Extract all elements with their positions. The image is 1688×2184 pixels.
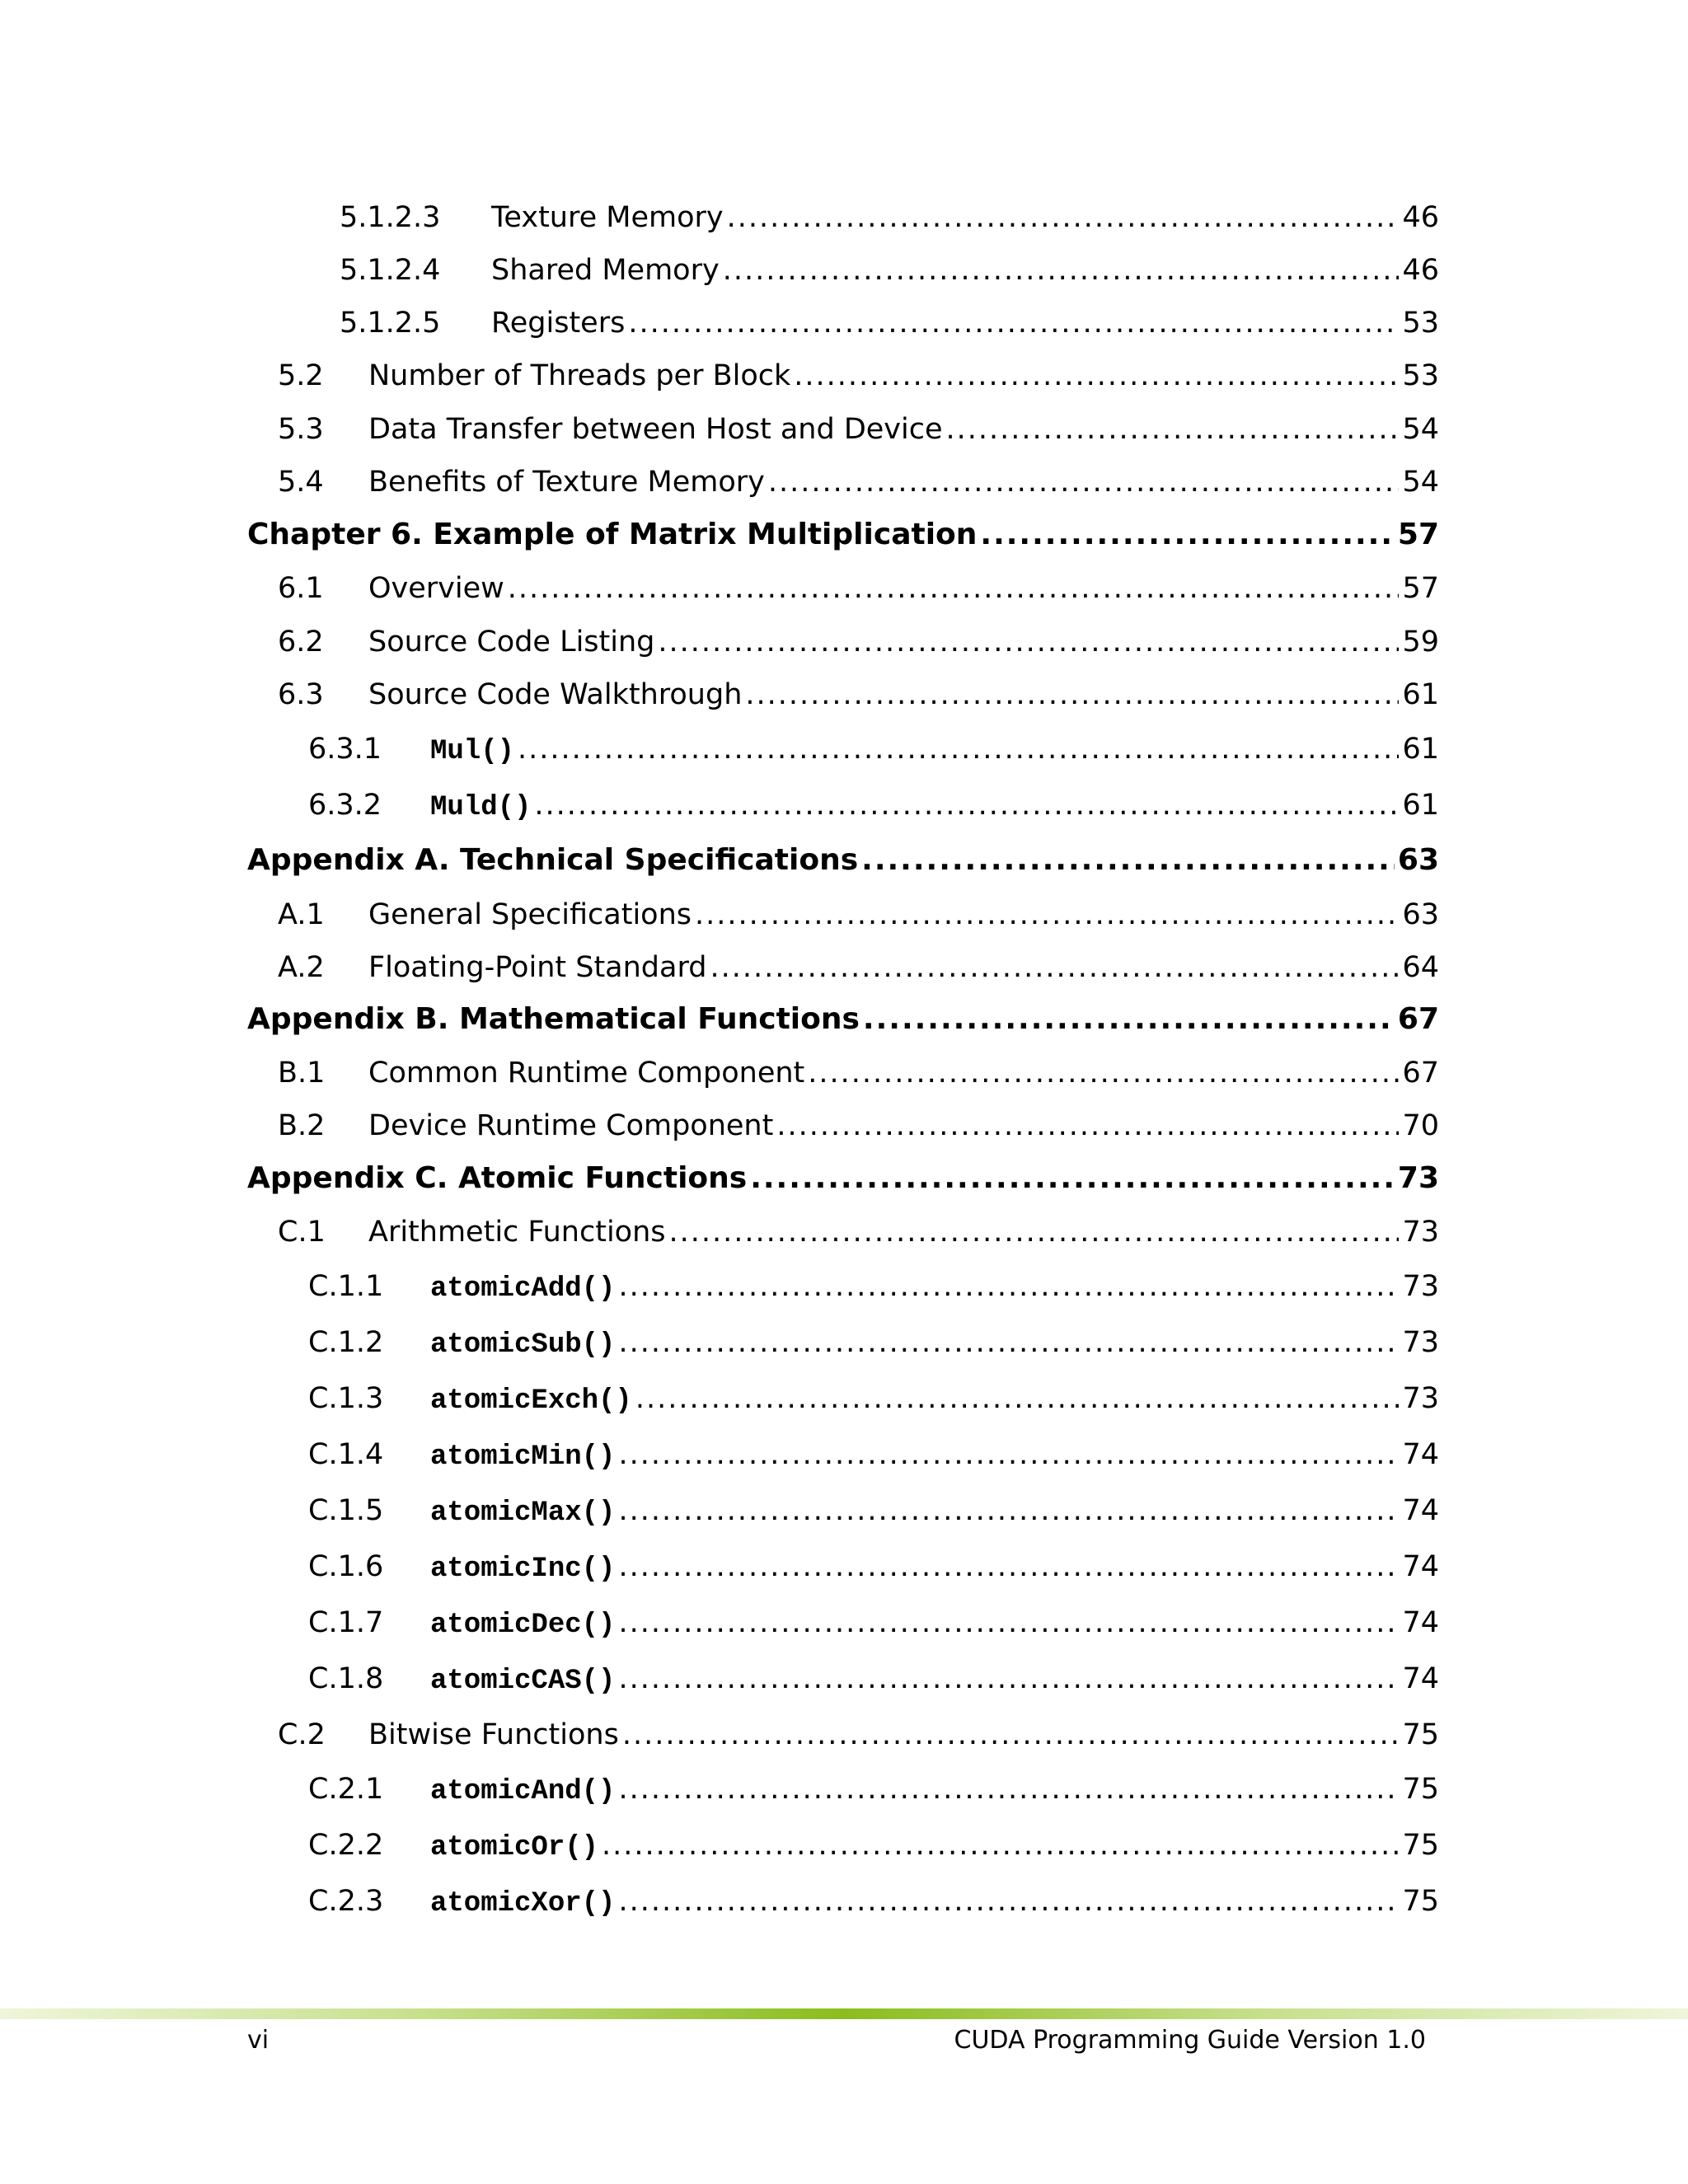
- toc-leader-dots: [745, 678, 1399, 711]
- toc-leader-dots: [618, 1270, 1399, 1303]
- toc-leader-dots: [750, 1161, 1395, 1195]
- toc-entry[interactable]: [308, 1326, 1439, 1361]
- toc-entry-number: 5.1.2.5: [340, 307, 441, 340]
- toc-leader-dots: [518, 733, 1399, 766]
- toc-leader-dots: [727, 201, 1400, 234]
- toc-entry-number: 5.1.2.3: [340, 201, 441, 234]
- toc-entry-title: Arithmetic Functions: [368, 1216, 666, 1249]
- toc-leader-dots: [618, 1494, 1399, 1527]
- toc-entry-title: Device Runtime Component: [368, 1109, 774, 1142]
- toc-entry-number: C.1.4: [308, 1438, 384, 1471]
- toc-entry-title: atomicExch(): [430, 1385, 632, 1417]
- toc-entry[interactable]: [278, 359, 1439, 392]
- toc-entry-page: 59: [1402, 626, 1439, 658]
- toc-leader-dots: [618, 1662, 1399, 1695]
- footer-document-title: CUDA Programming Guide Version 1.0: [954, 2026, 1426, 2055]
- toc-entry-page: 53: [1402, 307, 1439, 340]
- toc-leader-dots: [695, 898, 1399, 931]
- toc-entry-page: 75: [1402, 1773, 1439, 1806]
- toc-entry-number: 6.3.1: [308, 733, 382, 766]
- toc-entry-page: 75: [1402, 1829, 1439, 1862]
- toc-entry[interactable]: [278, 572, 1439, 605]
- toc-entry-page: 46: [1402, 254, 1439, 287]
- toc-leader-dots: [863, 1002, 1395, 1036]
- toc-entry-title: atomicMin(): [430, 1441, 616, 1473]
- toc-entry-number: A.2: [278, 951, 325, 984]
- toc-entry-page: 74: [1402, 1550, 1439, 1583]
- toc-chapter-entry[interactable]: [247, 518, 1439, 551]
- toc-leader-dots: [618, 1885, 1399, 1918]
- toc-entry[interactable]: [308, 1829, 1439, 1863]
- toc-entry[interactable]: [308, 789, 1439, 823]
- toc-entry-title: atomicMax(): [430, 1497, 616, 1529]
- toc-entry-title: General Specifications: [368, 898, 692, 931]
- toc-leader-dots: [723, 254, 1400, 287]
- toc-entry[interactable]: [308, 733, 1439, 767]
- toc-entry[interactable]: [340, 201, 1439, 234]
- toc-entry[interactable]: [278, 898, 1439, 931]
- toc-entry-number: C.1.1: [308, 1270, 384, 1303]
- toc-entry-title: Mul(): [430, 736, 515, 767]
- toc-entry-number: C.2: [278, 1718, 326, 1751]
- toc-entry[interactable]: [278, 466, 1439, 499]
- toc-entry-page: 57: [1402, 572, 1439, 605]
- toc-entry-number: C.1.8: [308, 1662, 384, 1695]
- toc-entry-title: Floating-Point Standard: [368, 951, 707, 984]
- toc-leader-dots: [622, 1718, 1400, 1751]
- toc-entry[interactable]: [308, 1550, 1439, 1585]
- toc-entry-page: 57: [1397, 518, 1439, 551]
- toc-entry-number: C.1.3: [308, 1382, 384, 1415]
- toc-entry-page: 63: [1402, 898, 1439, 931]
- toc-leader-dots: [710, 951, 1399, 984]
- toc-entry[interactable]: [308, 1773, 1439, 1807]
- toc-entry-title: Shared Memory: [491, 254, 720, 287]
- toc-entry-number: 5.1.2.4: [340, 254, 441, 287]
- toc-leader-dots: [980, 518, 1394, 551]
- toc-entry-page: 64: [1402, 951, 1439, 984]
- toc-entry-page: 74: [1402, 1438, 1439, 1471]
- toc-chapter-title: Chapter 6. Example of Matrix Multiplication: [247, 518, 978, 551]
- toc-entry-number: 6.3.2: [308, 789, 382, 822]
- toc-entry-title: Overview: [368, 572, 504, 605]
- toc-entry[interactable]: [278, 678, 1439, 711]
- toc-entry[interactable]: [278, 951, 1439, 984]
- toc-entry-title: Registers: [491, 307, 626, 340]
- toc-entry-page: 73: [1402, 1270, 1439, 1303]
- toc-entry[interactable]: [278, 413, 1439, 446]
- toc-entry[interactable]: [308, 1606, 1439, 1641]
- toc-entry[interactable]: [340, 307, 1439, 340]
- toc-entry-page: 61: [1402, 789, 1439, 822]
- toc-entry[interactable]: [308, 1494, 1439, 1529]
- toc-entry-title: atomicAdd(): [430, 1273, 616, 1305]
- toc-entry-title: atomicDec(): [430, 1610, 616, 1641]
- toc-entry[interactable]: [308, 1270, 1439, 1305]
- toc-entry-title: atomicXor(): [430, 1888, 616, 1919]
- toc-entry[interactable]: [278, 1216, 1439, 1249]
- toc-entry-title: Data Transfer between Host and Device: [368, 413, 943, 446]
- toc-entry-page: 73: [1402, 1382, 1439, 1415]
- toc-entry-number: B.1: [278, 1057, 326, 1090]
- toc-leader-dots: [618, 1773, 1399, 1806]
- toc-entry-title: Common Runtime Component: [368, 1057, 805, 1090]
- toc-entry[interactable]: [308, 1885, 1439, 1919]
- toc-entry-title: atomicOr(): [430, 1832, 599, 1863]
- toc-entry[interactable]: [308, 1382, 1439, 1417]
- toc-entry-page: 46: [1402, 201, 1439, 234]
- toc-leader-dots: [776, 1109, 1399, 1142]
- toc-leader-dots: [635, 1382, 1400, 1415]
- toc-leader-dots: [534, 789, 1399, 822]
- toc-entry-title: atomicSub(): [430, 1329, 616, 1361]
- toc-entry-number: 5.2: [278, 359, 324, 392]
- toc-entry-page: 73: [1397, 1161, 1439, 1195]
- toc-entry-title: Texture Memory: [491, 201, 724, 234]
- toc-entry-title: Bitwise Functions: [368, 1718, 619, 1751]
- toc-entry-page: 67: [1397, 1002, 1439, 1036]
- toc-leader-dots: [808, 1057, 1399, 1090]
- toc-entry-title: atomicInc(): [430, 1554, 616, 1585]
- toc-entry-page: 74: [1402, 1606, 1439, 1639]
- toc-entry-page: 70: [1402, 1109, 1439, 1142]
- toc-entry-number: 5.3: [278, 413, 324, 446]
- toc-entry-number: C.1.6: [308, 1550, 384, 1583]
- toc-entry-number: 6.3: [278, 678, 324, 711]
- toc-entry-title: Muld(): [430, 792, 532, 823]
- toc-chapter-title: Appendix A. Technical Specifications: [247, 843, 859, 877]
- toc-entry-number: 5.4: [278, 466, 324, 499]
- toc-entry-page: 67: [1402, 1057, 1439, 1090]
- toc-leader-dots: [602, 1829, 1399, 1862]
- toc-entry-number: C.1.2: [308, 1326, 384, 1359]
- toc-entry-number: A.1: [278, 898, 325, 931]
- toc-chapter-entry[interactable]: [247, 843, 1439, 877]
- toc-entry[interactable]: [278, 1718, 1439, 1751]
- toc-entry-page: 61: [1402, 678, 1439, 711]
- toc-entry[interactable]: [308, 1438, 1439, 1473]
- toc-entry-number: C.1: [278, 1216, 326, 1249]
- toc-leader-dots: [618, 1606, 1399, 1639]
- toc-chapter-entry[interactable]: [247, 1002, 1439, 1036]
- toc-entry-page: 75: [1402, 1885, 1439, 1918]
- footer-page-number: vi: [247, 2026, 270, 2055]
- toc-leader-dots: [628, 307, 1399, 340]
- toc-entry-page: 54: [1402, 413, 1439, 446]
- toc-entry-title: Benefits of Texture Memory: [368, 466, 765, 499]
- toc-entry-page: 74: [1402, 1662, 1439, 1695]
- toc-leader-dots: [618, 1326, 1399, 1359]
- toc-entry-page: 75: [1402, 1718, 1439, 1751]
- toc-leader-dots: [618, 1438, 1399, 1471]
- toc-entry-number: C.2.3: [308, 1885, 384, 1918]
- toc-entry-title: Source Code Walkthrough: [368, 678, 743, 711]
- toc-chapter-entry[interactable]: [247, 1161, 1439, 1195]
- toc-leader-dots: [508, 572, 1400, 605]
- toc-entry[interactable]: [278, 1109, 1439, 1142]
- toc-leader-dots: [669, 1216, 1400, 1249]
- toc-entry-title: atomicAnd(): [430, 1776, 616, 1807]
- toc-entry[interactable]: [278, 1057, 1439, 1090]
- toc-entry[interactable]: [308, 1662, 1439, 1697]
- toc-entry-page: 54: [1402, 466, 1439, 499]
- toc-entry-number: C.2.2: [308, 1829, 384, 1862]
- toc-leader-dots: [861, 843, 1395, 877]
- toc-entry-page: 53: [1402, 359, 1439, 392]
- toc-entry-title: Source Code Listing: [368, 626, 655, 658]
- toc-leader-dots: [658, 626, 1399, 658]
- toc-entry-number: 6.1: [278, 572, 324, 605]
- toc-chapter-title: Appendix B. Mathematical Functions: [247, 1002, 860, 1036]
- toc-entry-page: 63: [1397, 843, 1439, 877]
- toc-entry-number: C.1.5: [308, 1494, 384, 1527]
- toc-entry-page: 74: [1402, 1494, 1439, 1527]
- toc-entry-number: C.2.1: [308, 1773, 384, 1806]
- toc-leader-dots: [946, 413, 1400, 446]
- toc-entry-number: C.1.7: [308, 1606, 384, 1639]
- toc-entry-number: 6.2: [278, 626, 324, 658]
- toc-entry-page: 73: [1402, 1326, 1439, 1359]
- toc-leader-dots: [768, 466, 1400, 499]
- toc-leader-dots: [794, 359, 1399, 392]
- toc-entry-number: B.2: [278, 1109, 326, 1142]
- toc-entry-title: Number of Threads per Block: [368, 359, 791, 392]
- toc-chapter-title: Appendix C. Atomic Functions: [247, 1161, 748, 1195]
- toc-entry-page: 73: [1402, 1216, 1439, 1249]
- toc-leader-dots: [618, 1550, 1399, 1583]
- toc-entry-title: atomicCAS(): [430, 1666, 616, 1697]
- toc-entry[interactable]: [340, 254, 1439, 287]
- toc-entry-page: 61: [1402, 733, 1439, 766]
- footer-divider-bar: [0, 2008, 1688, 2019]
- toc-entry[interactable]: [278, 626, 1439, 658]
